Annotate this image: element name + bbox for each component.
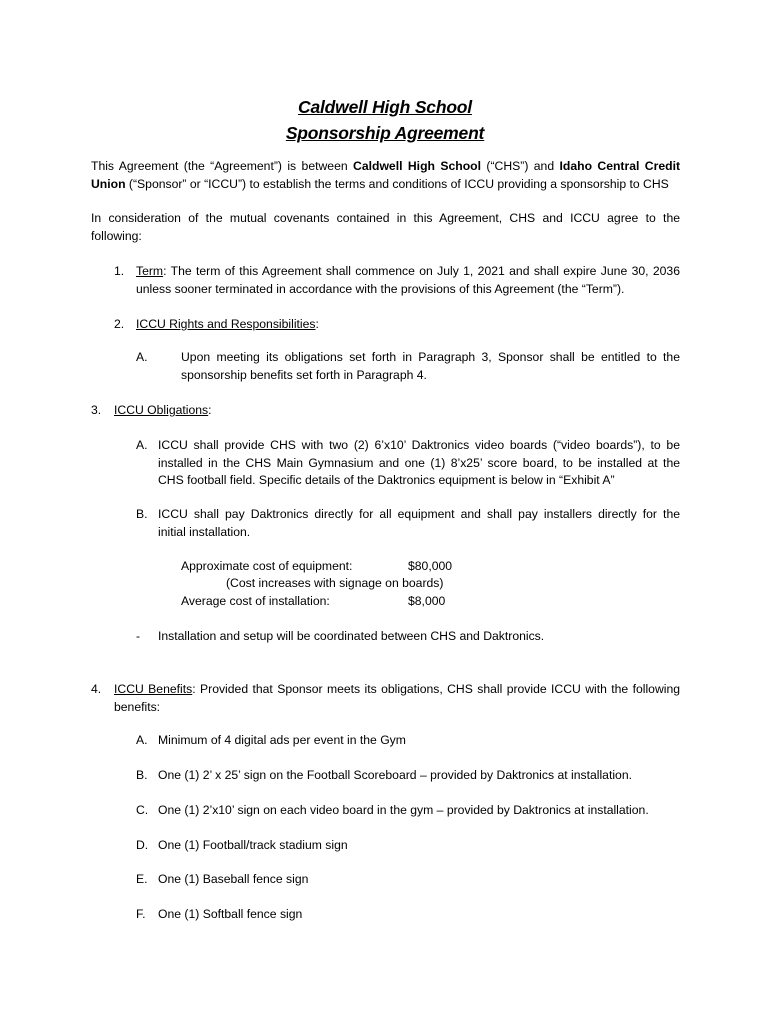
consideration-line-1: In consideration of the mutual covenants contained in this Agreement, CHS and ICCU agree to the <box>91 211 680 225</box>
benefit-e-text: One (1) Baseball fence sign <box>158 872 309 886</box>
section-3a-line-1: ICCU shall provide CHS with two (2) 6’x10’ Daktronics video boards (“video boards”), to be <box>158 438 680 452</box>
section-4-line-1 <box>114 681 680 699</box>
iccu-name-part-2: Union <box>91 176 126 191</box>
installation-coordination-text: Installation and setup will be coordinated between CHS and Daktronics. <box>158 629 545 643</box>
section-3-colon: : <box>208 403 212 417</box>
intro-line-2 <box>91 176 680 194</box>
section-2-heading: ICCU Rights and Responsibilities <box>136 317 316 331</box>
cost-note: (Cost increases with signage on boards) <box>226 576 444 590</box>
section-3a-text <box>158 437 680 490</box>
section-2a-line-2: sponsorship benefits set forth in Paragraph 4. <box>181 367 427 382</box>
equipment-cost-value: $80,000 <box>408 559 453 573</box>
section-3b-line-2: initial installation. <box>158 524 251 539</box>
benefit-b-text: One (1) 2’ x 25’ sign on the Football Scoreboard – provided by Daktronics at installation. <box>158 768 632 782</box>
section-3a-line-3: CHS football field. Specific details of the Daktronics equipment is below in “Exhibit A” <box>158 473 615 488</box>
benefit-d-text: One (1) Football/track stadium sign <box>158 838 348 852</box>
section-1-heading: Term <box>136 264 164 278</box>
benefit-a-letter: A. <box>136 733 148 747</box>
benefit-c-letter: C. <box>136 803 149 817</box>
equipment-cost-label: Approximate cost of equipment: <box>181 559 353 573</box>
section-4-number: 4. <box>91 682 102 696</box>
iccu-name-part-1: Idaho Central Credit <box>559 159 681 173</box>
section-2-heading-line <box>136 316 319 334</box>
section-3b-letter: B. <box>136 507 148 521</box>
intro-line-1 <box>91 158 680 176</box>
benefit-d-letter: D. <box>136 838 149 852</box>
section-2a-text <box>181 349 680 384</box>
document-title-line-1: Caldwell High School <box>298 97 472 117</box>
intro-text-a: This Agreement (the “Agreement”) is between <box>91 159 348 173</box>
installation-cost-value: $8,000 <box>408 594 446 608</box>
section-1-term <box>136 263 680 298</box>
benefit-f-letter: F. <box>136 907 146 921</box>
section-4-heading: ICCU Benefits <box>114 682 193 696</box>
section-3-heading-line <box>114 402 212 420</box>
benefit-a-text: Minimum of 4 digital ads per event in the Gym <box>158 733 406 747</box>
installation-cost-label: Average cost of installation: <box>181 594 330 608</box>
intro-text-c: (“Sponsor” or “ICCU”) to establish the terms and conditions of ICCU providing a sponsorship to CHS <box>128 176 669 191</box>
section-3b-line-1: ICCU shall pay Daktronics directly for all equipment and shall pay installers directly for the <box>158 507 680 521</box>
intro-paragraph <box>91 158 680 193</box>
intro-text-b: (“CHS”) and <box>486 159 555 173</box>
section-4-text-1: Provided that Sponsor meets its obligations, CHS shall provide ICCU with the following <box>200 682 681 696</box>
benefit-c-text: One (1) 2’x10’ sign on each video board in the gym – provided by Daktronics at installation. <box>158 803 649 817</box>
section-3a-line-2: installed in the CHS Main Gymnasium and one (1) 8’x25’ score board, to be installed at the <box>158 455 680 470</box>
section-1-text-1: The term of this Agreement shall commence on July 1, 2021 and shall expire June 30, 2036 <box>170 264 680 278</box>
chs-name: Caldwell High School <box>353 159 481 173</box>
section-2-colon: : <box>315 317 319 331</box>
section-1-line-2: unless sooner terminated in accordance with the provisions of this Agreement (the “Term”). <box>136 281 625 296</box>
section-3-number: 3. <box>91 403 102 417</box>
section-2a-letter: A. <box>136 350 148 364</box>
section-3a-letter: A. <box>136 438 148 452</box>
section-3b-text <box>158 506 680 541</box>
section-3-heading: ICCU Obligations <box>114 403 209 417</box>
consideration-line-2: following: <box>91 228 142 243</box>
section-4-colon: : <box>192 682 196 696</box>
section-2a-line-1: Upon meeting its obligations set forth in Paragraph 3, Sponsor shall be entitled to the <box>181 350 680 364</box>
section-1-line-1 <box>136 263 680 281</box>
section-1-colon: : <box>163 264 167 278</box>
section-1-number: 1. <box>114 264 125 278</box>
section-4-line-2: benefits: <box>114 699 161 714</box>
dash-bullet: - <box>136 629 141 643</box>
consideration-paragraph <box>91 210 680 245</box>
benefit-f-text: One (1) Softball fence sign <box>158 907 303 921</box>
benefit-b-letter: B. <box>136 768 148 782</box>
benefit-e-letter: E. <box>136 872 148 886</box>
section-2-number: 2. <box>114 317 125 331</box>
document-title-line-2: Sponsorship Agreement <box>285 123 485 143</box>
section-4-intro <box>114 681 680 716</box>
